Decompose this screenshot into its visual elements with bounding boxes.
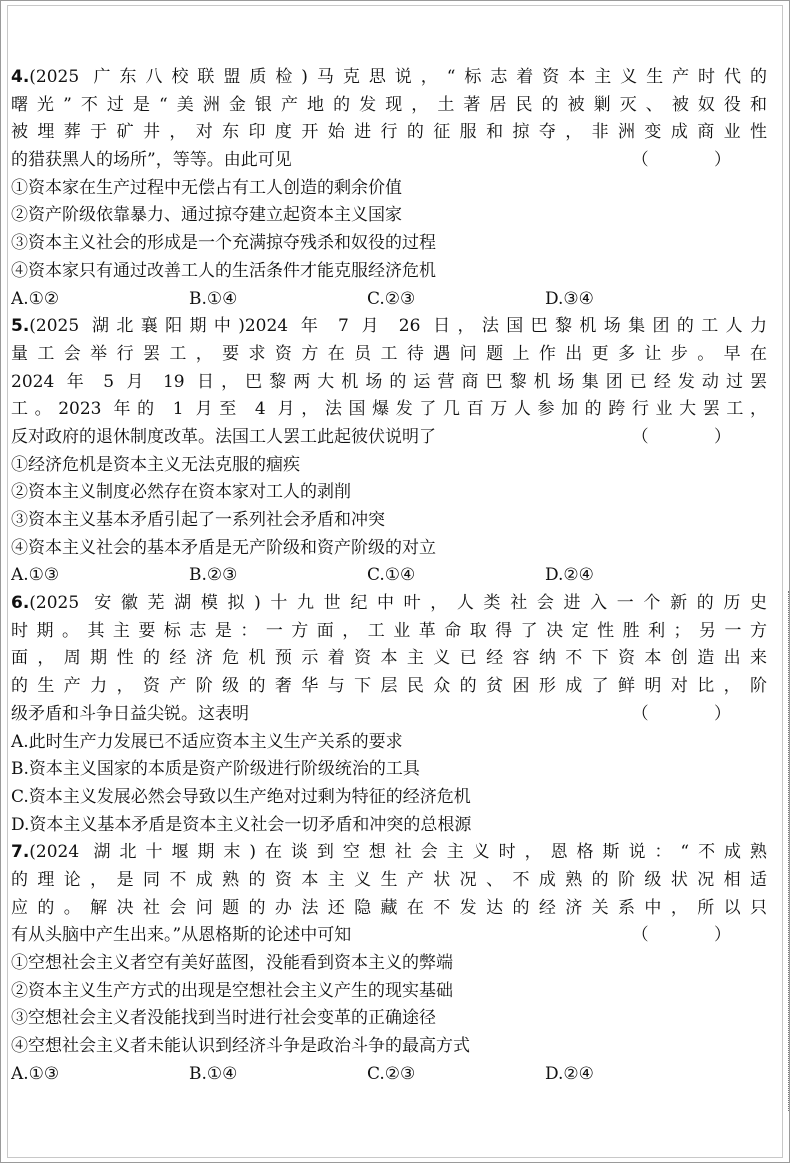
statement-item: ①资本家在生产过程中无偿占有工人创造的剩余价值 [11, 177, 402, 198]
stem-text: 量工会举行罢工，要求资方在员工待遇问题上作出更多让步。早在 [11, 343, 767, 364]
stem-text: 在谈到空想社会主义时，恩格斯说：“不成熟 [256, 842, 767, 863]
stem-text: 时期。其主要标志是：一方面，工业革命取得了决定性胜利；另一方 [11, 620, 767, 641]
question-stem-line [11, 147, 767, 175]
question-source: (2025 安徽芜湖模拟) [29, 593, 261, 614]
stem-text: 应的。解决社会问题的办法还隐藏在不发达的经济关系中，所以只 [11, 897, 767, 918]
question-stem-line [11, 895, 767, 923]
answer-bracket: （ ） [631, 426, 761, 447]
question-stem-line [11, 119, 767, 147]
question-stem-line [11, 867, 767, 895]
answer-choice: C.②③ [367, 1063, 416, 1084]
answer-bracket: （ ） [631, 150, 761, 171]
question-stem-line [11, 701, 767, 729]
statement-item: ③空想社会主义者没能找到当时进行社会变革的正确途径 [11, 1008, 436, 1029]
stem-text: 2024 年 7 月 26 日，法国巴黎机场集团的工人力 [244, 316, 767, 337]
stem-text: 反对政府的退休制度改革。法国工人罢工此起彼伏说明了 [11, 426, 436, 447]
statement-item: D.资本主义基本矛盾是资本主义社会一切矛盾和冲突的总根源 [11, 814, 472, 835]
stem-text: 的猎获黑人的场所”，等等。由此可见 [11, 150, 292, 171]
question-stem-line [11, 645, 767, 673]
statement-item: ④资本主义社会的基本矛盾是无产阶级和资产阶级的对立 [11, 537, 436, 558]
answer-choice: B.②③ [189, 565, 238, 586]
answer-bracket: （ ） [631, 703, 761, 724]
answer-choice: D.②④ [545, 1063, 594, 1084]
answer-choices [11, 286, 767, 314]
question-stem-line [11, 369, 767, 397]
stem-text: 级矛盾和斗争日益尖锐。这表明 [11, 703, 249, 724]
statement-item: ③资本主义社会的形成是一个充满掠夺残杀和奴役的过程 [11, 233, 436, 254]
answer-choice: D.②④ [545, 565, 594, 586]
stem-text: 曙光”不过是“美洲金银产地的发现，土著居民的被剿灭、被奴役和 [11, 94, 767, 115]
question-source: (2024 湖北十堰期末) [29, 842, 256, 863]
answer-choice: B.①④ [189, 288, 238, 309]
question-stem-line [11, 341, 767, 369]
question-stem-line [11, 590, 767, 618]
stem-text: 2024 年 5 月 19 日，巴黎两大机场的运营商巴黎机场集团已经发动过罢 [11, 371, 767, 392]
question-stem-line [11, 424, 767, 452]
question-number: 5. [11, 316, 30, 337]
statement-item: ②资本主义制度必然存在资本家对工人的剥削 [11, 482, 351, 503]
question-stem-line [11, 839, 767, 867]
statement-item: B.资本主义国家的本质是资产阶级进行阶级统治的工具 [11, 759, 420, 780]
stem-text: 面，周期性的经济危机预示着资本主义已经容纳不下资本创造出来 [11, 648, 767, 669]
answer-bracket: （ ） [631, 925, 761, 946]
question-source: (2025 广东八校联盟质检) [29, 67, 308, 87]
stem-text: 有从头脑中产生出来。”从恩格斯的论述中可知 [11, 925, 352, 946]
statement-item: ①经济危机是资本主义无法克服的痼疾 [11, 454, 300, 475]
answer-choice: A.①③ [11, 565, 60, 586]
stem-text: 工。2023 年的 1 月至 4 月，法国爆发了几百万人参加的跨行业大罢工， [11, 399, 767, 420]
statement-item: ①空想社会主义者空有美好蓝图，没能看到资本主义的弊端 [11, 953, 453, 973]
answer-choice: A.①② [11, 288, 60, 309]
answer-choice: C.②③ [367, 288, 416, 309]
stem-text: 的理论，是同不成熟的资本主义生产状况、不成熟的阶级状况相适 [11, 869, 767, 890]
question-list [11, 64, 767, 1088]
answer-choice: A.①③ [11, 1063, 60, 1084]
question-number: 7. [11, 842, 30, 863]
question-7 [11, 839, 767, 1088]
question-number: 4. [11, 67, 30, 87]
stem-text: 十九世纪中叶，人类社会进入一个新的历史 [260, 593, 767, 614]
stem-text: 的生产力，资产阶级的奢华与下层民众的贫困形成了鲜明对比，阶 [11, 676, 767, 697]
statement-item: ④空想社会主义者未能认识到经济斗争是政治斗争的最高方式 [11, 1036, 470, 1057]
question-stem-line [11, 922, 767, 950]
question-6 [11, 590, 767, 839]
statement-item: ④资本家只有通过改善工人的生活条件才能克服经济危机 [11, 260, 436, 281]
statement-item: C.资本主义发展必然会导致以生产绝对过剩为特征的经济危机 [11, 786, 471, 807]
question-stem-line [11, 313, 767, 341]
question-stem-line [11, 673, 767, 701]
margin-dotted-rule [788, 591, 789, 1111]
question-4 [11, 64, 767, 313]
answer-choices [11, 1061, 767, 1089]
question-source: (2025 湖北襄阳期中) [29, 316, 245, 337]
answer-choice: D.③④ [545, 288, 594, 309]
statement-item: ③资本主义基本矛盾引起了一系列社会矛盾和冲突 [11, 510, 385, 530]
answer-choices [11, 562, 767, 590]
question-stem-line [11, 64, 767, 92]
stem-text: 马克思说，“标志着资本主义生产时代的 [307, 67, 767, 87]
statement-item: A.此时生产力发展已不适应资本主义生产关系的要求 [11, 731, 403, 752]
question-number: 6. [11, 593, 30, 614]
question-stem-line [11, 618, 767, 646]
statement-item: ②资本主义生产方式的出现是空想社会主义产生的现实基础 [11, 980, 453, 1001]
answer-choice: C.①④ [367, 565, 416, 586]
statement-item: ②资产阶级依靠暴力、通过掠夺建立起资本主义国家 [11, 205, 402, 226]
question-stem-line [11, 396, 767, 424]
answer-choice: B.①④ [189, 1063, 238, 1084]
question-5 [11, 313, 767, 590]
question-stem-line [11, 92, 767, 120]
stem-text: 被埋葬于矿井，对东印度开始进行的征服和掠夺，非洲变成商业性 [11, 122, 767, 143]
